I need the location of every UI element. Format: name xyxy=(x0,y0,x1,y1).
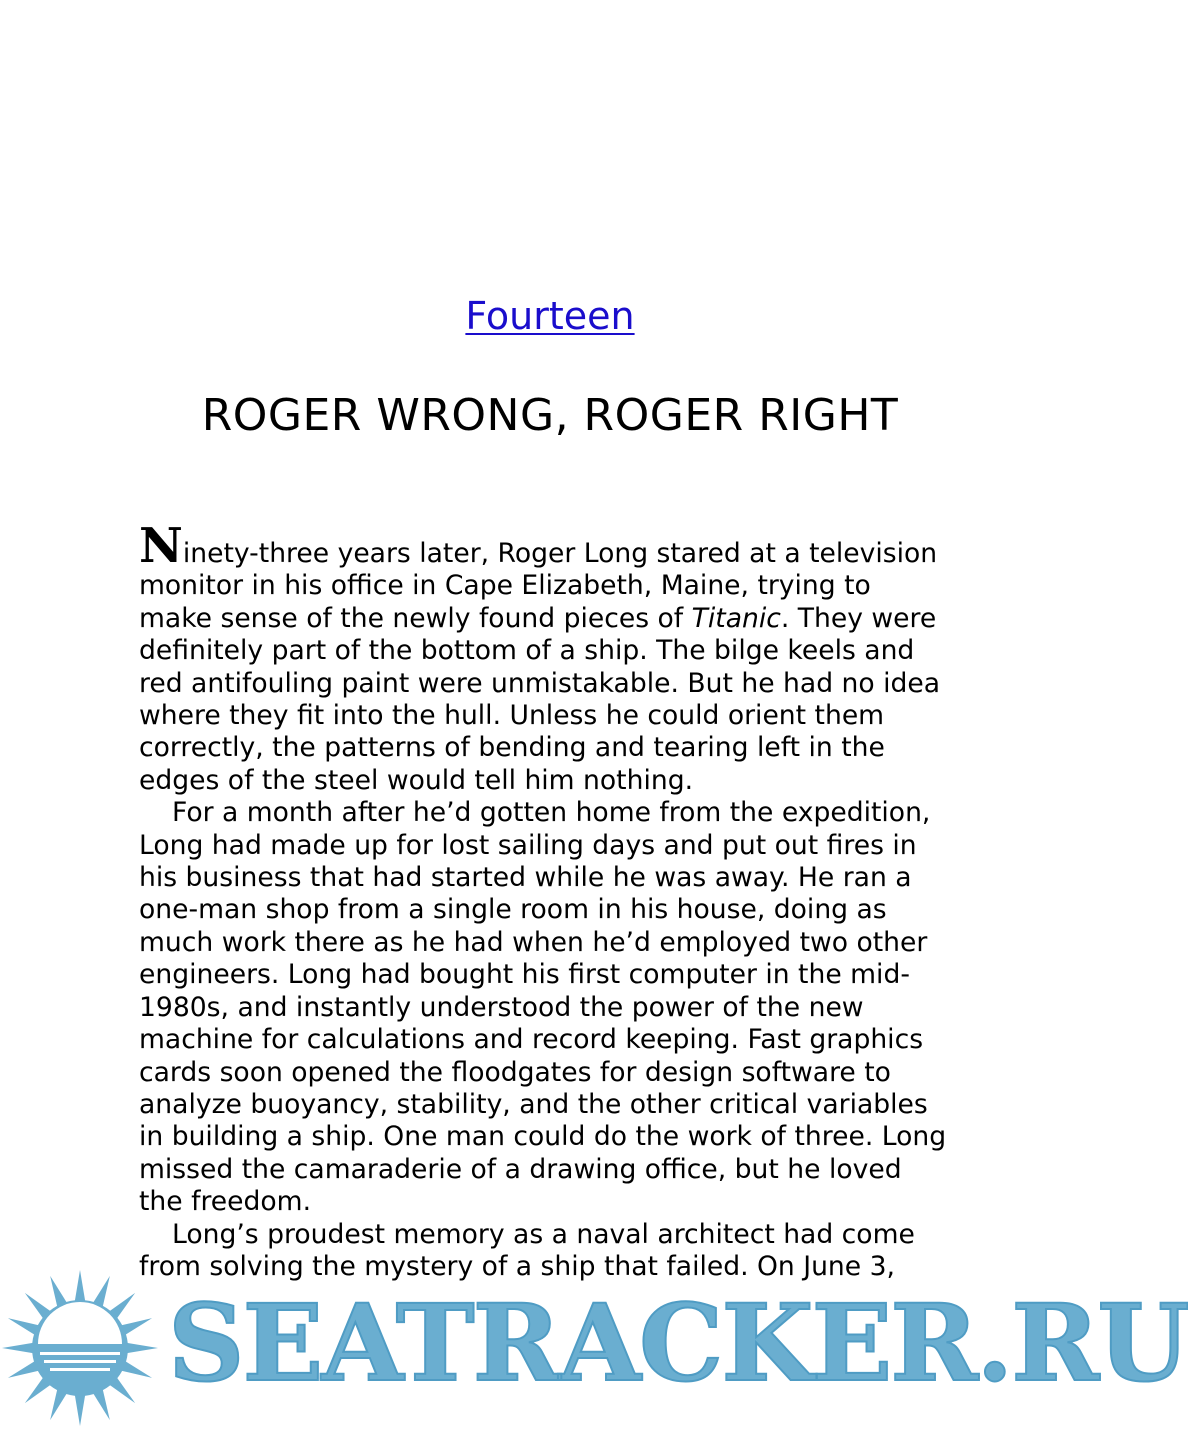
text-line: much work there as he had when he’d employed two other xyxy=(139,926,928,958)
text-line: definitely part of the bottom of a ship. The bilge keels and xyxy=(139,635,915,667)
text-line: one-man shop from a single room in his house, doing as xyxy=(139,894,887,926)
text-line: 1980s, and instantly understood the power of the new xyxy=(139,991,864,1023)
paragraph-2 xyxy=(139,797,969,1218)
text-line: his business that had started while he was away. He ran a xyxy=(139,862,912,894)
text-line: the freedom. xyxy=(139,1186,312,1218)
text-line: Long had made up for lost sailing days and put out fires in xyxy=(139,829,917,861)
text-line: red antifouling paint were unmistakable. But he had no idea xyxy=(139,667,941,699)
text-line: Long’s proudest memory as a naval architect had come xyxy=(172,1218,915,1250)
text-line: For a month after he’d gotten home from the expedition, xyxy=(172,797,931,829)
watermark xyxy=(0,1262,1188,1425)
chapter-number-link xyxy=(0,293,1100,339)
text-line: correctly, the patterns of bending and tearing left in the xyxy=(139,732,885,764)
chapter-body xyxy=(139,518,969,1283)
text-line: in building a ship. One man could do the work of three. Long xyxy=(139,1121,947,1153)
drop-cap: N xyxy=(139,518,183,574)
chapter-link-fourteen[interactable]: Fourteen xyxy=(465,294,635,338)
text-line: from solving the mystery of a ship that failed. On June 3, xyxy=(139,1250,895,1282)
text-line: Ninety-three years later, Roger Long stared at a television xyxy=(139,518,938,574)
text-line: edges of the steel would tell him nothing. xyxy=(139,764,694,796)
text-line: engineers. Long had bought his first computer in the mid- xyxy=(139,959,910,991)
chapter-title: ROGER WRONG, ROGER RIGHT xyxy=(201,390,899,441)
text-line: machine for calculations and record keeping. Fast graphics xyxy=(139,1024,924,1056)
text-line: where they fit into the hull. Unless he could orient them xyxy=(139,700,885,732)
text-line: missed the camaraderie of a drawing office, but he loved xyxy=(139,1153,902,1185)
sun-icon xyxy=(0,1266,165,1429)
watermark-text: SEATRACKER.RU xyxy=(168,1280,1188,1405)
text-line: analyze buoyancy, stability, and the other critical variables xyxy=(139,1088,928,1120)
text-line: monitor in his office in Cape Elizabeth, Maine, trying to xyxy=(139,570,871,602)
text-line: cards soon opened the floodgates for design software to xyxy=(139,1056,891,1088)
paragraph-1 xyxy=(139,518,969,797)
italic-title: Titanic xyxy=(691,602,781,634)
text-line: make sense of the newly found pieces of Titanic. They were xyxy=(139,602,937,634)
